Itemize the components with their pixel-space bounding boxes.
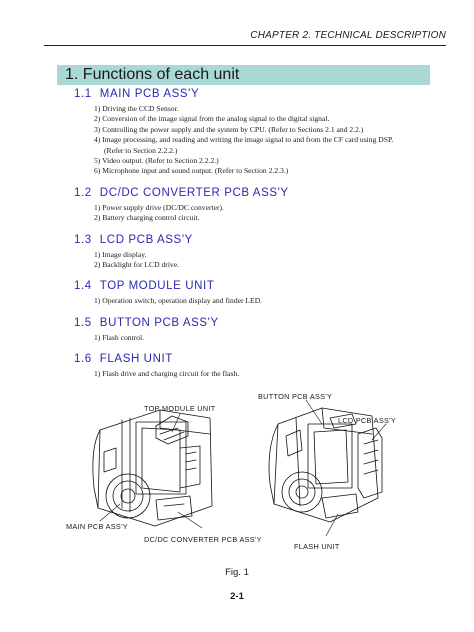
- section-heading: [74, 280, 434, 292]
- section-items: [94, 296, 434, 306]
- right-camera-drawing: [269, 408, 382, 522]
- list-item: 1) Operation switch, operation display and finder LED.: [94, 296, 263, 306]
- section-heading: [74, 317, 434, 329]
- callout-flash-unit: FLASH UNIT: [294, 542, 340, 551]
- section-main-pcb: [74, 88, 434, 177]
- chapter-title: CHAPTER 2. TECHNICAL DESCRIPTION: [250, 30, 446, 41]
- figure-caption: Fig. 1: [225, 567, 249, 578]
- section-button-pcb: [74, 317, 434, 343]
- list-item: 5) Video output. (Refer to Section 2.2.2.): [94, 156, 219, 166]
- section-title: TOP MODULE UNIT: [99, 280, 215, 293]
- chapter-heading: 1. Functions of each unit: [57, 65, 430, 85]
- list-item: 1) Flash drive and charging circuit for the flash.: [94, 369, 240, 379]
- list-item: 4) Image processing, and reading and writing the image signal to and from the CF card using DSP.: [94, 135, 394, 145]
- section-number: 1.3: [74, 233, 92, 246]
- section-heading: [74, 353, 434, 365]
- section-title: BUTTON PCB ASS'Y: [99, 316, 219, 329]
- section-items: [94, 333, 434, 343]
- header-rule: [44, 45, 446, 46]
- section-items: [94, 104, 434, 177]
- callout-lcd-pcb: LCD PCB ASS'Y: [338, 416, 397, 425]
- sections-list: [74, 88, 434, 390]
- section-number: 1.6: [74, 353, 92, 366]
- leader-lcd-pcb: [372, 424, 386, 440]
- figure-1: [60, 388, 460, 560]
- section-dcdc-pcb: [74, 187, 434, 224]
- callout-button-pcb: BUTTON PCB ASS'Y: [258, 392, 333, 401]
- section-title: DC/DC CONVERTER PCB ASS'Y: [99, 186, 289, 199]
- callout-main-pcb: MAIN PCB ASS'Y: [66, 522, 128, 531]
- list-item: 1) Driving the CCD Sensor.: [94, 104, 179, 113]
- section-items: [94, 203, 434, 224]
- section-title: FLASH UNIT: [99, 353, 173, 366]
- section-heading: [74, 234, 434, 246]
- section-lcd-pcb: [74, 234, 434, 271]
- section-number: 1.4: [74, 280, 92, 293]
- section-title: LCD PCB ASS'Y: [99, 233, 193, 246]
- leader-main-pcb: [100, 504, 120, 521]
- list-item: 2) Conversion of the image signal from the analog signal to the digital signal.: [94, 114, 330, 124]
- page-number: 2-1: [230, 591, 244, 602]
- section-flash-unit: [74, 353, 434, 379]
- section-items: [94, 250, 434, 271]
- leader-dcdc: [178, 512, 202, 528]
- list-item: 1) Power supply drive (DC/DC converter).: [94, 202, 224, 212]
- list-item: 1) Flash control.: [94, 332, 144, 342]
- callout-top-module: TOP MODULE UNIT: [144, 404, 216, 413]
- section-top-module: [74, 280, 434, 306]
- leader-button-pcb: [306, 400, 322, 424]
- list-item: 6) Microphone input and sound output. (Refer to Section 2.2.3.): [94, 166, 289, 176]
- section-number: 1.5: [74, 316, 92, 329]
- list-item: 1) Image display.: [94, 249, 147, 259]
- section-heading: [74, 88, 434, 100]
- list-item: 2) Backlight for LCD drive.: [94, 260, 179, 270]
- list-item: 3) Controlling the power supply and the system by CPU. (Refer to Sections 2.1 and 2.2.): [94, 124, 364, 134]
- section-number: 1.2: [74, 186, 92, 199]
- callout-dcdc: DC/DC CONVERTER PCB ASS'Y: [144, 535, 262, 544]
- list-item-continuation: (Refer to Section 2.2.2.): [104, 145, 178, 155]
- section-items: [94, 369, 434, 379]
- section-heading: [74, 187, 434, 199]
- section-title: MAIN PCB ASS'Y: [99, 88, 200, 100]
- list-item: 2) Battery charging control circuit.: [94, 213, 200, 223]
- section-number: 1.1: [74, 88, 92, 100]
- list-item: [94, 146, 434, 156]
- left-camera-drawing: [93, 410, 212, 526]
